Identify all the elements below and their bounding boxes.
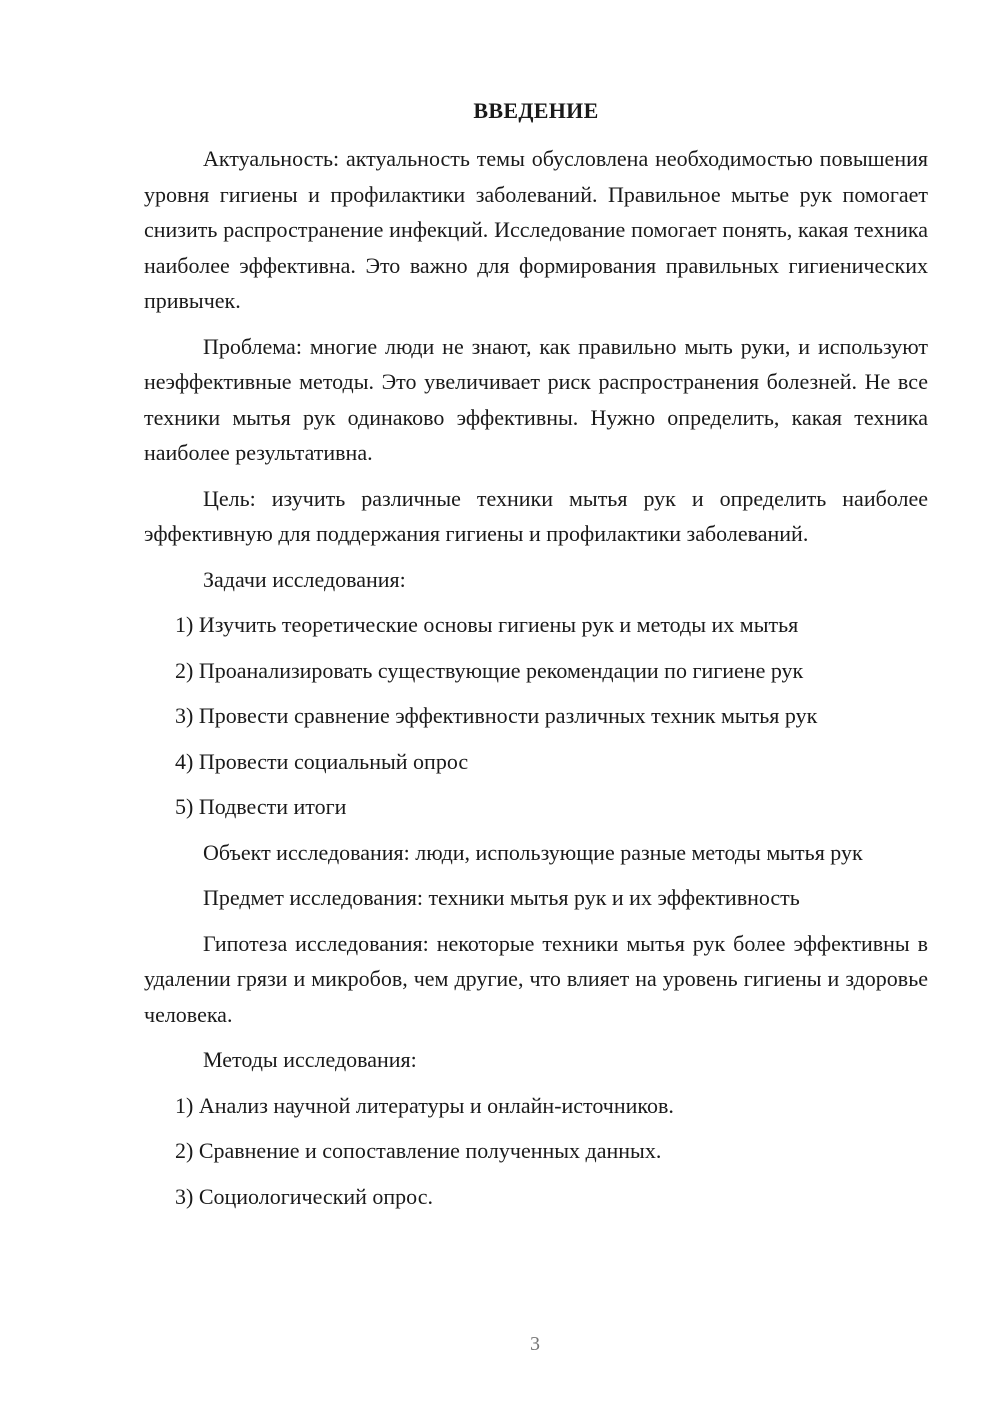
list-item: 3) Социологический опрос. — [175, 1183, 433, 1209]
hypothesis-paragraph: Гипотеза исследования: некоторые техники мытья рук более эффективны в удалении грязи и микробов, чем другие, что влияет на уровень гигиены и здоровье человека. — [144, 930, 928, 1027]
subject-paragraph: Предмет исследования: техники мытья рук и их эффективность — [203, 885, 800, 910]
tasks-list — [144, 607, 928, 825]
list-item: 2) Проанализировать существующие рекомендации по гигиене рук — [175, 657, 804, 683]
list-item: 4) Провести социальный опрос — [175, 748, 469, 774]
methods-list — [144, 1088, 928, 1215]
list-item: 1) Анализ научной литературы и онлайн-источников. — [175, 1092, 674, 1118]
list-item: 1) Изучить теоретические основы гигиены рук и методы их мытья — [175, 612, 799, 637]
list-item: 3) Провести сравнение эффективности различных техник мытья рук — [175, 703, 818, 728]
tasks-label: Задачи исследования: — [203, 566, 406, 592]
problem-paragraph: Проблема: многие люди не знают, как правильно мыть руки, и используют неэффективные методы. Это увеличивает риск распространения болезней. Не все техники мытья рук одинаково эффективны. Нужно определить, какая техника наиболее результативна. — [144, 333, 928, 465]
methods-label: Методы исследования: — [203, 1047, 417, 1072]
document-page — [144, 95, 928, 1224]
goal-paragraph: Цель: изучить различные техники мытья рук и определить наиболее эффективную для поддержания гигиены и профилактики заболеваний. — [144, 485, 928, 546]
object-paragraph: Объект исследования: люди, использующие разные методы мытья рук — [203, 839, 863, 865]
section-heading: ВВЕДЕНИЕ — [473, 98, 599, 123]
list-item: 5) Подвести итоги — [175, 794, 347, 819]
page-number: 3 — [530, 1333, 540, 1355]
list-item: 2) Сравнение и сопоставление полученных данных. — [175, 1138, 662, 1163]
relevance-paragraph: Актуальность: актуальность темы обусловлена необходимостью повышения уровня гигиены и профилактики заболеваний. Правильное мытье рук помогает снизить распространение инфекций. Исследование помогает понять, какая техника наиболее эффективна. Это важно для формирования правильных гигиенических привычек. — [144, 146, 928, 313]
